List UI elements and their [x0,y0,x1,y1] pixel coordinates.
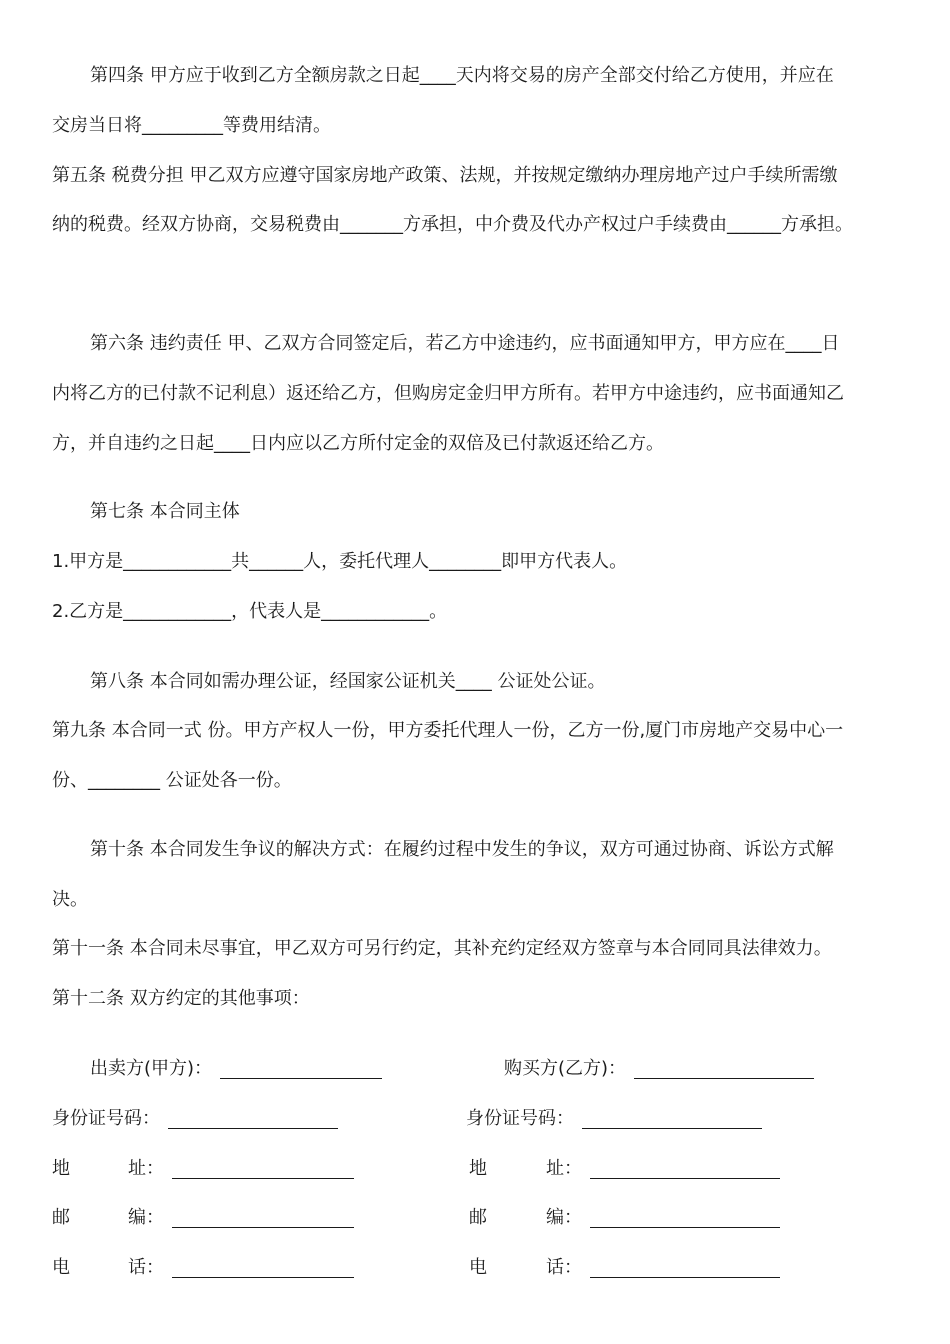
clause-6-line-1: 第六条 违约责任 甲、乙双方合同签定后，若乙方中途违约，应书面通知甲方，甲方应在____日 [90,333,840,354]
clause-5-line-1: 第五条 税费分担 甲乙双方应遵守国家房地产政策、法规，并按规定缴纳办理房地产过户手续所需缴 [52,165,838,186]
buyer-id-row [466,1107,762,1131]
seller-id-row [52,1107,338,1131]
buyer-zip-blank [590,1209,780,1228]
buyer-id-blank [582,1110,762,1129]
clause-4-line-1: 第四条 甲方应于收到乙方全额房款之日起____天内将交易的房产全部交付给乙方使用，并应在 [90,65,834,86]
buyer-zip-row [469,1206,780,1230]
seller-address-label-a: 地 [52,1158,70,1179]
seller-name-blank [220,1060,382,1079]
buyer-zip-label-b: 编： [546,1207,582,1228]
buyer-name-blank [634,1060,814,1079]
seller-address-label-b: 址： [128,1158,164,1179]
clause-11: 第十一条 本合同未尽事宜，甲乙双方可另行约定，其补充约定经双方签章与本合同同具法律效力。 [52,938,832,959]
seller-tel-blank [172,1259,354,1278]
seller-signature-row [90,1057,382,1081]
clause-10-line-1: 第十条 本合同发生争议的解决方式：在履约过程中发生的争议，双方可通过协商、诉讼方式解 [90,839,834,860]
buyer-tel-blank [590,1259,780,1278]
clause-4-line-2: 交房当日将_________等费用结清。 [52,115,331,136]
seller-label: 出卖方(甲方)： [90,1058,213,1079]
clause-5-line-2: 纳的税费。经双方协商，交易税费由_______方承担，中介费及代办产权过户手续费由______方承担。 [52,214,853,235]
seller-tel-label-a: 电 [52,1257,70,1278]
clause-10-line-2: 决。 [52,889,88,910]
clause-7-item-1: 1.甲方是____________共______人，委托代理人________即甲方代表人。 [52,551,628,572]
clause-9-line-1: 第九条 本合同一式 份。甲方产权人一份，甲方委托代理人一份，乙方一份,厦门市房地产交易中心一 [52,720,844,741]
buyer-address-row [469,1157,780,1181]
seller-tel-label-b: 话： [128,1257,164,1278]
buyer-id-label: 身份证号码： [466,1108,574,1129]
buyer-tel-label-a: 电 [469,1257,487,1278]
seller-address-row [52,1157,354,1181]
clause-9-line-2: 份、________ 公证处各一份。 [52,770,292,791]
buyer-tel-row [469,1256,780,1280]
seller-address-blank [172,1160,354,1179]
seller-tel-row [52,1256,354,1280]
seller-zip-label-b: 编： [128,1207,164,1228]
buyer-address-label-b: 址： [546,1158,582,1179]
seller-zip-label-a: 邮 [52,1207,70,1228]
seller-zip-blank [172,1209,354,1228]
clause-7-heading: 第七条 本合同主体 [90,501,240,522]
buyer-signature-row [504,1057,814,1081]
seller-id-blank [168,1110,338,1129]
clause-8: 第八条 本合同如需办理公证，经国家公证机关____ 公证处公证。 [90,671,606,692]
buyer-tel-label-b: 话： [546,1257,582,1278]
clause-7-item-2: 2.乙方是____________，代表人是____________。 [52,601,448,622]
buyer-zip-label-a: 邮 [469,1207,487,1228]
buyer-label: 购买方(乙方)： [504,1058,627,1079]
buyer-address-label-a: 地 [469,1158,487,1179]
clause-12: 第十二条 双方约定的其他事项： [52,988,310,1009]
buyer-address-blank [590,1160,780,1179]
clause-6-line-3: 方，并自违约之日起____日内应以乙方所付定金的双倍及已付款返还给乙方。 [52,433,664,454]
clause-6-line-2: 内将乙方的已付款不记利息）返还给乙方，但购房定金归甲方所有。若甲方中途违约，应书面通知乙 [52,383,844,404]
seller-id-label: 身份证号码： [52,1108,160,1129]
seller-zip-row [52,1206,354,1230]
